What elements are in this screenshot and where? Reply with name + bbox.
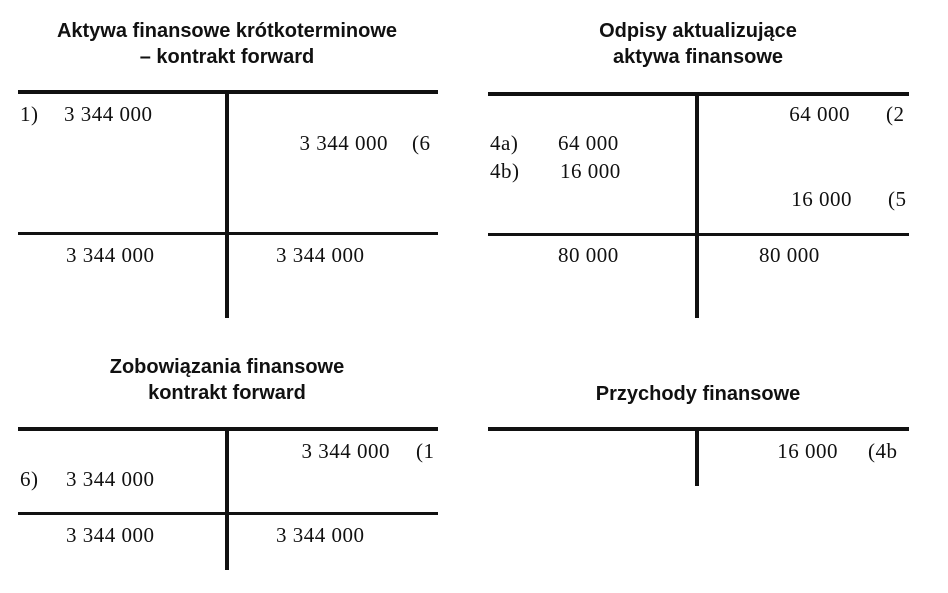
account-title-line2: aktywa finansowe xyxy=(612,46,784,68)
credit-ref: (6 xyxy=(412,131,431,155)
account-title xyxy=(488,381,908,407)
total-debit: 3 344 000 xyxy=(66,523,155,547)
debit-amount: 64 000 xyxy=(558,131,619,155)
debit-ref: 6) xyxy=(20,467,39,491)
credit-ref: (4b xyxy=(868,439,898,463)
total-debit: 80 000 xyxy=(558,243,619,267)
credit-amount: 3 344 000 xyxy=(301,439,390,463)
account-title-line2: kontrakt forward xyxy=(148,382,306,404)
account-title-line1: Przychody finansowe xyxy=(595,383,801,405)
debit-amount: 16 000 xyxy=(560,159,621,183)
account-title-line1: Aktywa finansowe krótkoterminowe xyxy=(56,20,398,42)
center-line xyxy=(695,92,699,318)
debit-ref: 4a) xyxy=(490,131,519,155)
credit-amount: 64 000 xyxy=(789,102,850,126)
credit-ref: (5 xyxy=(888,187,907,211)
credit-ref: (2 xyxy=(886,102,905,126)
account-title-line1: Odpisy aktualizujące xyxy=(599,20,797,42)
debit-ref: 4b) xyxy=(490,159,520,183)
debit-ref: 1) xyxy=(20,102,39,126)
credit-amount: 3 344 000 xyxy=(299,131,388,155)
center-line xyxy=(225,90,229,318)
credit-amount: 16 000 xyxy=(791,187,852,211)
total-line xyxy=(18,232,438,235)
account-title xyxy=(18,18,436,70)
account-title xyxy=(488,18,908,70)
total-credit: 3 344 000 xyxy=(276,523,365,547)
total-line xyxy=(18,512,438,515)
debit-amount: 3 344 000 xyxy=(64,102,153,126)
center-line xyxy=(695,427,699,486)
total-debit: 3 344 000 xyxy=(66,243,155,267)
total-line xyxy=(488,233,909,236)
account-title-line2: – kontrakt forward xyxy=(139,46,315,68)
total-credit: 3 344 000 xyxy=(276,243,365,267)
account-title-line1: Zobowiązania finansowe xyxy=(109,356,345,378)
center-line xyxy=(225,427,229,570)
credit-amount: 16 000 xyxy=(777,439,838,463)
debit-amount: 3 344 000 xyxy=(66,467,155,491)
account-title xyxy=(18,354,436,406)
total-credit: 80 000 xyxy=(759,243,820,267)
credit-ref: (1 xyxy=(416,439,435,463)
